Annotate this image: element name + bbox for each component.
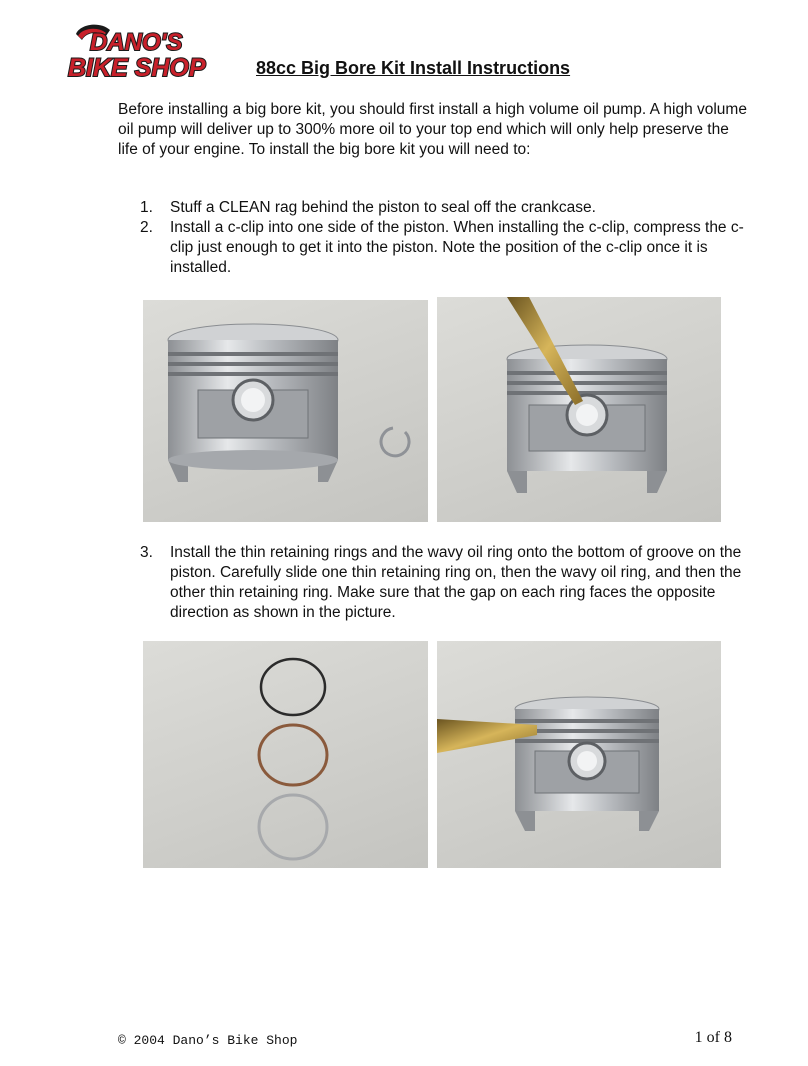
step-text: Stuff a CLEAN rag behind the piston to seal off the crankcase. — [170, 199, 596, 216]
photo-installing-c-clip — [437, 297, 721, 522]
step-item — [140, 218, 750, 278]
photo-installing-rings — [437, 641, 721, 868]
step-text: Install the thin retaining rings and the wavy oil ring onto the bottom of groove on the piston. Carefully slide one thin retaining ring on, then the wavy oil ring, and then the other thin retaining ring. Make sure that the gap on each ring faces the opposite direction as shown in the picture. — [170, 544, 742, 621]
steps-list-bottom — [140, 543, 750, 623]
intro-paragraph: Before installing a big bore kit, you should first install a high volume oil pump. A high volume oil pump will deliver up to 300% more oil to your top end which will only help preserve the life of your engine. To install the big bore kit you will need to: — [118, 101, 747, 158]
svg-text:DANO'S: DANO'S — [90, 29, 183, 56]
steps-list-top — [140, 198, 750, 278]
step-number: 3. — [140, 544, 153, 561]
step-text: Install a c-clip into one side of the piston. When installing the c-clip, compress the c-clip just enough to get it into the piston. Note the position of the c-clip once it is installed. — [170, 219, 744, 276]
step-number: 1. — [140, 199, 153, 216]
photo-three-piston-rings — [143, 641, 428, 868]
danos-bike-shop-logo — [66, 22, 256, 80]
step-number: 2. — [140, 219, 153, 236]
document-title: 88cc Big Bore Kit Install Instructions — [256, 58, 571, 78]
copyright-notice: © 2004 Dano’s Bike Shop — [118, 1033, 298, 1048]
svg-text:BIKE SHOP: BIKE SHOP — [68, 54, 206, 80]
step-item — [140, 198, 750, 218]
photo-piston-and-c-clip — [143, 300, 428, 522]
page-number: 1 of 8 — [694, 1029, 732, 1046]
step-item — [140, 543, 750, 623]
